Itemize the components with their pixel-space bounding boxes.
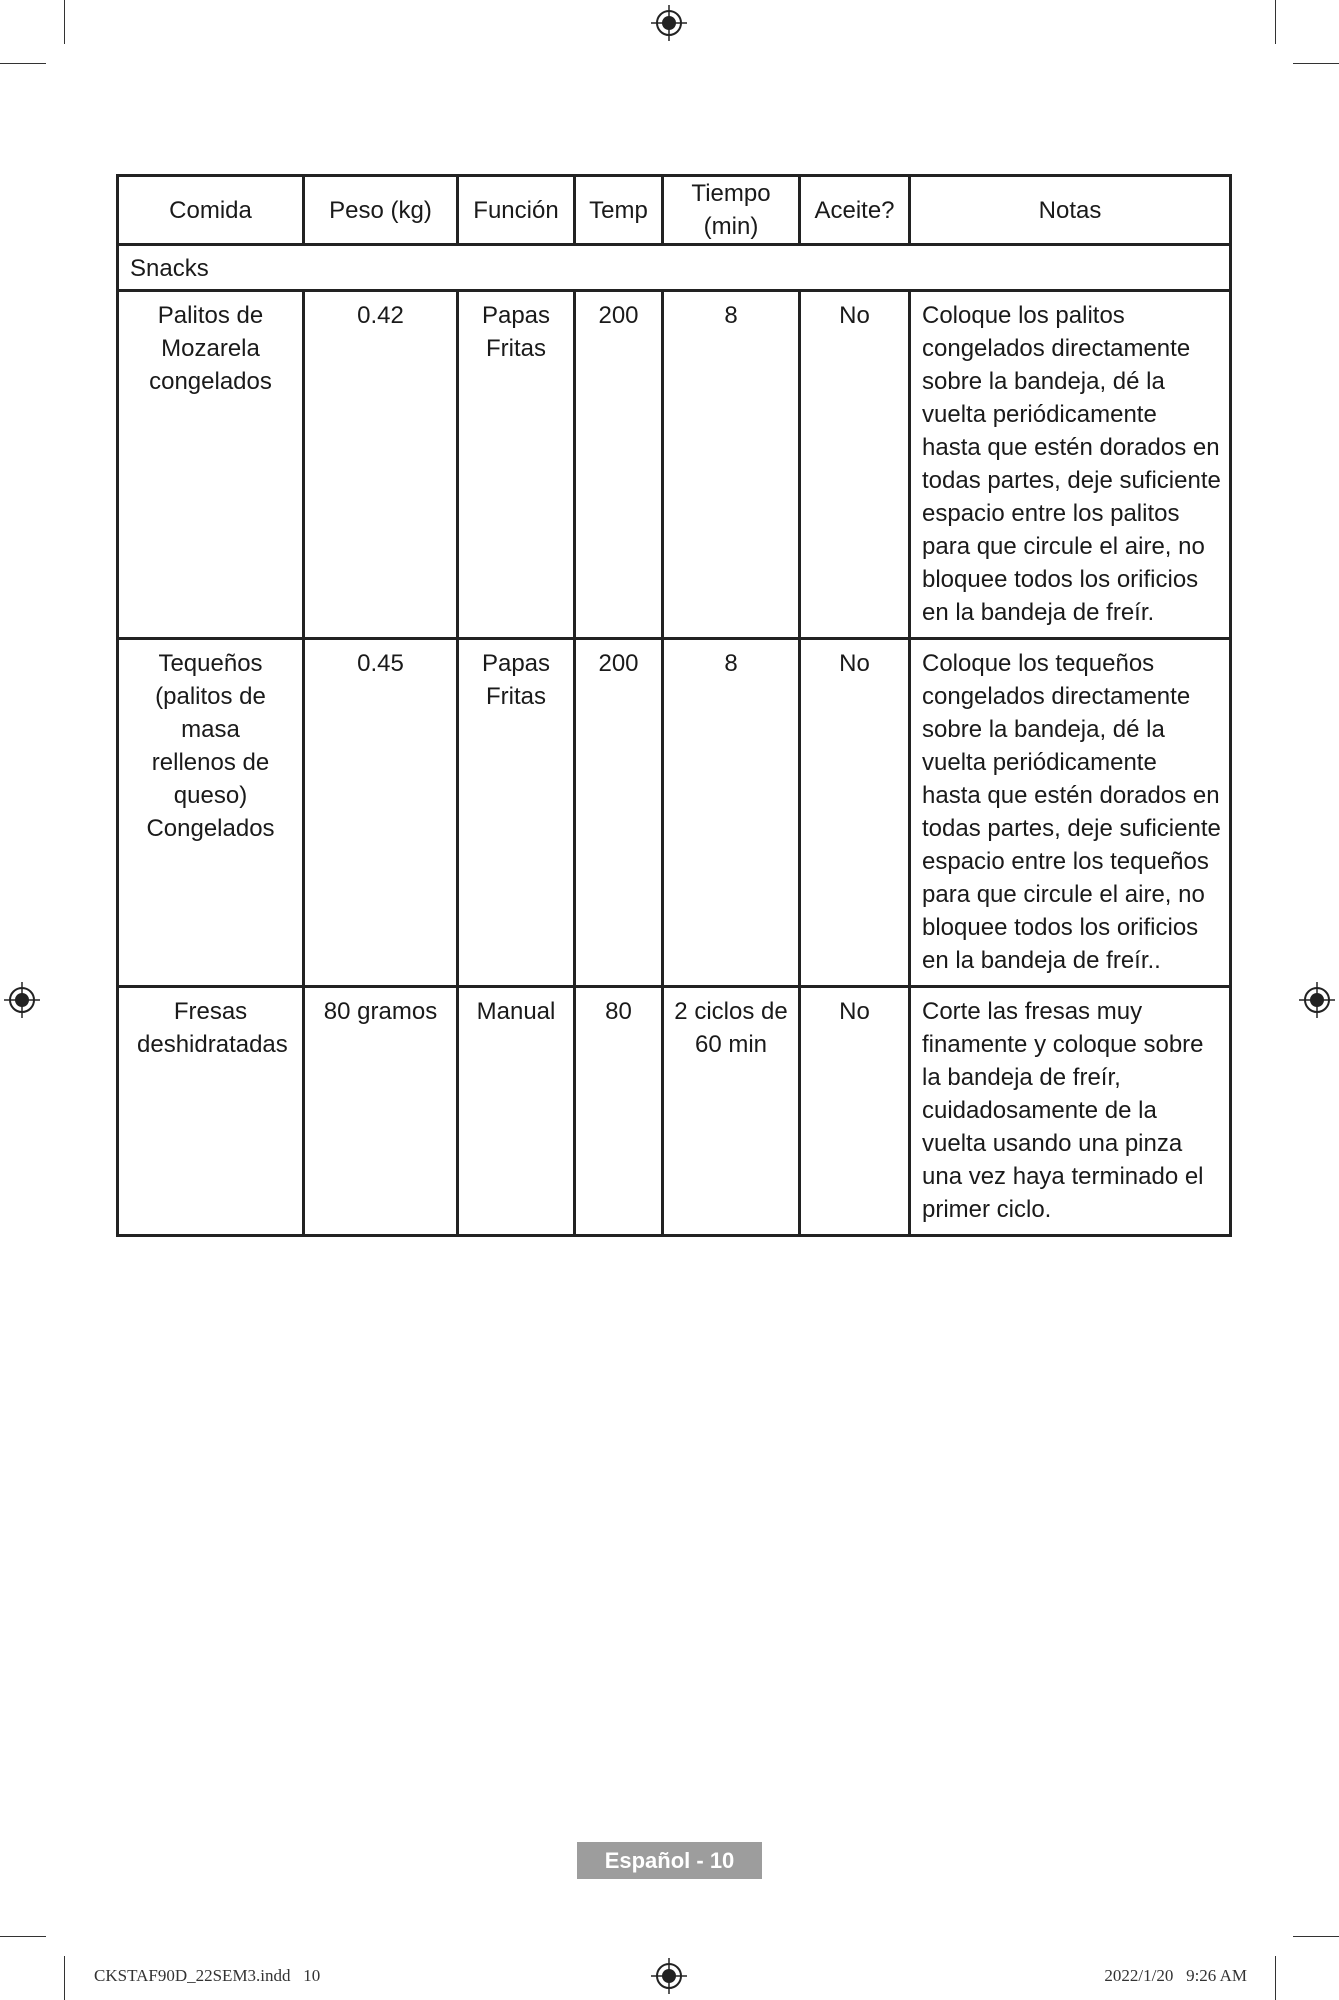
cell-aceite: No: [800, 291, 910, 639]
cell-funcion: Papas Fritas: [458, 639, 575, 987]
registration-mark-icon: [1299, 982, 1335, 1018]
header-funcion: Función: [458, 176, 575, 245]
header-peso: Peso (kg): [304, 176, 458, 245]
header-aceite: Aceite?: [800, 176, 910, 245]
cell-temp: 80: [575, 987, 663, 1236]
crop-mark: [0, 63, 46, 64]
crop-mark: [0, 1936, 46, 1937]
page-number-badge: Español - 10: [577, 1842, 762, 1879]
cell-notas: Coloque los palitos congelados directamente sobre la bandeja, dé la vuelta periódicamente hasta que estén dorados en todas partes, deje suficiente espacio entre los palitos para que circule el aire, no bloquee todos los orificios en la bandeja de freír.: [910, 291, 1231, 639]
section-label: Snacks: [118, 245, 1231, 291]
crop-mark: [1293, 63, 1339, 64]
cell-peso: 80 gramos: [304, 987, 458, 1236]
header-tiempo: Tiempo (min): [663, 176, 800, 245]
header-temp: Temp: [575, 176, 663, 245]
table-row: [118, 291, 1231, 639]
header-comida: Comida: [118, 176, 304, 245]
cell-funcion: Papas Fritas: [458, 291, 575, 639]
crop-mark: [1293, 1936, 1339, 1937]
cell-comida: Tequeños (palitos de masa rellenos de queso) Congelados: [118, 639, 304, 987]
table-header-row: [118, 176, 1231, 245]
cell-peso: 0.45: [304, 639, 458, 987]
cell-aceite: No: [800, 987, 910, 1236]
cell-aceite: No: [800, 639, 910, 987]
cell-comida: Fresas deshidratadas: [118, 987, 304, 1236]
cell-notas: Corte las fresas muy finamente y coloque sobre la bandeja de freír, cuidadosamente de la vuelta usando una pinza una vez haya terminado el primer ciclo.: [910, 987, 1231, 1236]
crop-mark: [1275, 0, 1276, 44]
file-slug: CKSTAF90D_22SEM3.indd 10: [94, 1966, 321, 1985]
print-timestamp: 2022/1/20 9:26 AM: [1104, 1966, 1247, 1985]
table-row: [118, 639, 1231, 987]
cell-notas: Coloque los tequeños congelados directamente sobre la bandeja, dé la vuelta periódicamente hasta que estén dorados en todas partes, deje suficiente espacio entre los tequeños para que circule el aire, no bloquee todos los orificios en la bandeja de freír..: [910, 639, 1231, 987]
registration-mark-icon: [651, 1958, 687, 1994]
registration-mark-icon: [4, 982, 40, 1018]
cell-tiempo: 8: [663, 291, 800, 639]
section-row: [118, 245, 1231, 291]
crop-mark: [1275, 1956, 1276, 2000]
cell-peso: 0.42: [304, 291, 458, 639]
cell-funcion: Manual: [458, 987, 575, 1236]
crop-mark: [64, 1956, 65, 2000]
cell-temp: 200: [575, 291, 663, 639]
crop-mark: [64, 0, 65, 44]
cell-comida: Palitos de Mozarela congelados: [118, 291, 304, 639]
cooking-table: [116, 174, 1229, 1237]
header-notas: Notas: [910, 176, 1231, 245]
cell-temp: 200: [575, 639, 663, 987]
table-row: [118, 987, 1231, 1236]
cell-tiempo: 8: [663, 639, 800, 987]
registration-mark-icon: [651, 5, 687, 41]
cell-tiempo: 2 ciclos de 60 min: [663, 987, 800, 1236]
